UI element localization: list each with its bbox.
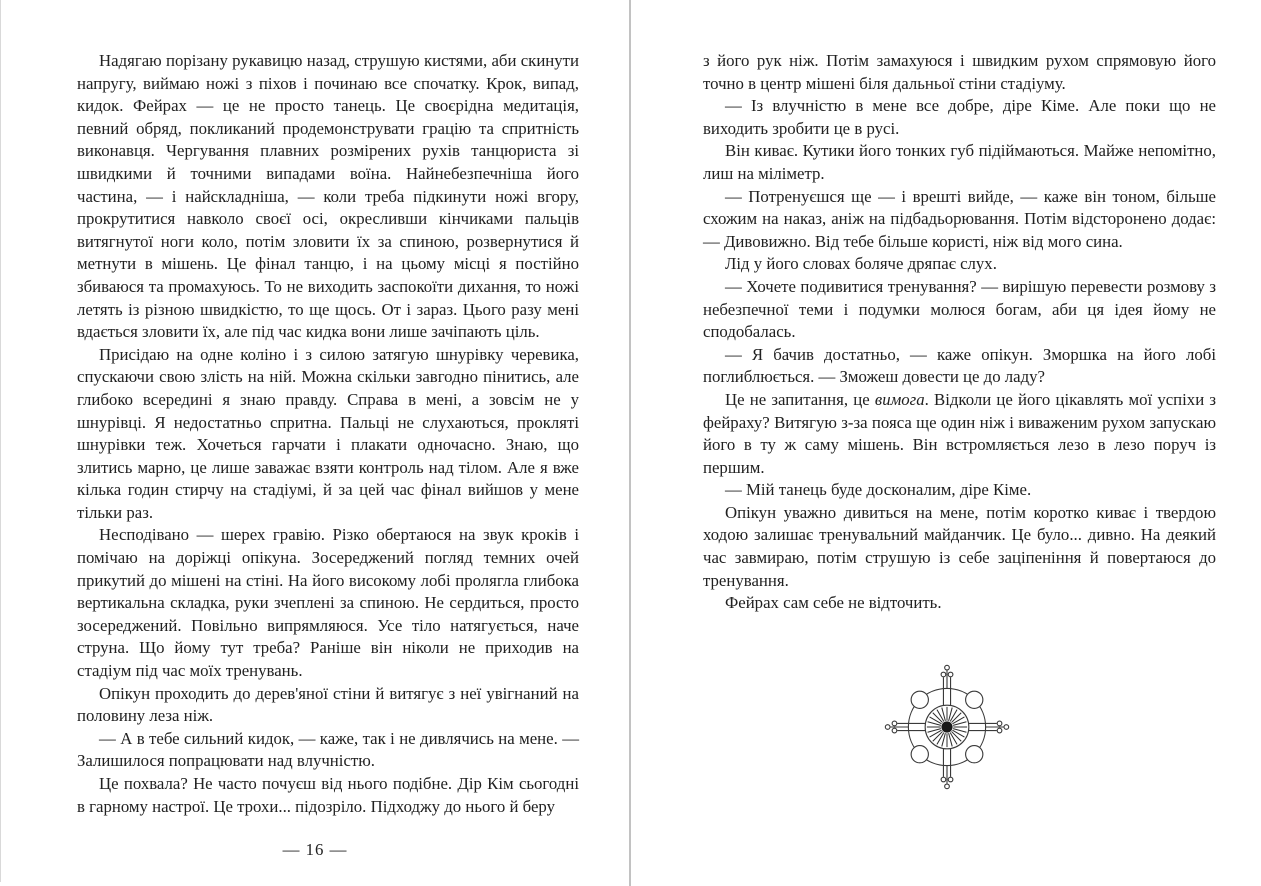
paragraph <box>77 728 579 773</box>
text-run: Опікун уважно дивиться на мене, потім коротко киває і твердою ходою залишає тренувальний майданчик. Це було... дивно. На деякий час завмираю, потім струшую із себе заціпеніння й повертаюся до тренування. <box>703 502 1216 590</box>
text-run: Він киває. Кутики його тонких губ підіймаються. Майже непомітно, лиш на міліметр. <box>703 141 1216 183</box>
paragraph <box>77 773 579 818</box>
page-number: — 16 — <box>282 840 348 859</box>
text-run: — Мій танець буде досконалим, діре Кіме. <box>725 480 1032 500</box>
chapter-end-ornament-icon <box>884 664 1010 790</box>
text-run: — А в тебе сильний кидок, — каже, так і не дивлячись на мене. — Залишилося попрацювати над влучністю. <box>77 728 579 771</box>
paragraph <box>703 502 1216 592</box>
paragraph <box>77 524 579 682</box>
text-run: Це не запитання, це <box>725 389 875 409</box>
text-run: — Із влучністю в мене все добре, діре Кіме. Але поки що не виходить зробити це в русі. <box>703 96 1216 138</box>
text-run: . Відколи це його цікавлять мої успіхи з фейраху? Витягую з-за пояса ще один ніж і виваженим рухом запускаю його в ту ж саму мішень. Він встромляється лезо в лезо поруч із першим. <box>703 389 1216 477</box>
right-page-text <box>703 50 1216 615</box>
paragraph <box>77 344 579 525</box>
paragraph <box>703 276 1216 344</box>
paragraph <box>703 95 1216 140</box>
text-run: Фейрах сам себе не відточить. <box>725 593 942 613</box>
emphasized-text: вимога <box>874 389 925 409</box>
screen-left-edge <box>0 0 1 882</box>
paragraph <box>77 683 579 728</box>
paragraph <box>703 389 1216 479</box>
text-run: Несподівано — шерех гравію. Різко обертаюся на звук кроків і помічаю на доріжці опікуна. Зосереджений погляд темних очей прикутий до мішені на стіні. На його високому лобі пролягла глибока вертикальна складка, руки зчеплені за спиною. Не сердиться, просто зосереджений. Повільно випрямляюся. Усе тіло натягується, наче струна. Що йому тут треба? Раніше він ніколи не приходив на стадіум під час моїх тренувань. <box>77 525 579 681</box>
text-run: з його рук ніж. Потім замахуюся і швидким рухом спрямовую його точно в центр мішені біля дальньої стіни стадіуму. <box>703 51 1216 93</box>
left-page-text <box>77 50 579 818</box>
text-run: — Потренуєшся ще — і врешті вийде, — каже він тоном, більше схожим на наказ, аніж на підбадьорювання. Потім відсторонено додає: — Дивовижно. Від тебе більше користі, ніж від мого сина. <box>703 186 1216 251</box>
text-run: Присідаю на одне коліно і з силою затягую шнурівку черевика, спускаючи свою злість на ній. Можна скільки завгодно пінитись, але глибоко всередині я знаю правду. Справа в мені, а зовсім не у шнурівці. Я недостатньо спритна. Пальці не слухаються, прокляті шнурівки теж. Хочеться гарчати і плакати одночасно. Знаю, що злитись марно, це лише заважає взяти контроль над тілом. Але я вже кілька годин стирчу на стадіумі, й за цей час фінал вийшов у мене тільки раз. <box>77 344 579 522</box>
text-run: — Хочете подивитися тренування? — вирішую перевести розмову з небезпечної теми і подумки молюся богам, аби ця ідея йому не сподобалась. <box>703 276 1216 342</box>
paragraph <box>703 186 1216 254</box>
paragraph <box>703 253 1216 276</box>
paragraph <box>703 344 1216 389</box>
page-divider <box>629 0 631 886</box>
text-run: Надягаю порізану рукавицю назад, струшую кистями, аби скинути напругу, виймаю ножі з піхов і починаю все спочатку. Крок, випад, кидок. Фейрах — це не просто танець. Це своєрідна медитація, певний обряд, покликаний продемонструвати грацію та спритність виконавця. Чергування плавних розмірених рухів танцюриста зі швидкими й точними випадами воїна. Найнебезпечніша його частина, — і найскладніша, — коли треба підкинути ножі вгору, прокрутитися навколо своєї осі, окресливши кінчиками пальців витягнутої ноги коло, потім зловити їх за спиною, розвернутися й метнути в мішень. Це фінал танцю, і на цьому місці я постійно збиваюся та промахуюсь. То не виходить заспокоїти дихання, то ножі летять із різною швидкістю, то ще щось. От і зараз. Цього разу мені вдається зловити їх, але під час кидка вони лише зачіпають ціль. <box>77 51 579 342</box>
paragraph <box>703 479 1216 502</box>
text-run: — Я бачив достатньо, — каже опікун. Зморшка на його лобі поглиблюється. — Зможеш довести це до ладу? <box>703 344 1216 387</box>
text-run: Опікун проходить до дерев'яної стіни й витягує з неї увігнаний на половину леза ніж. <box>77 683 579 726</box>
paragraph <box>703 140 1216 185</box>
paragraph <box>77 50 579 344</box>
paragraph <box>703 592 1216 615</box>
text-run: Лід у його словах боляче дряпає слух. <box>725 254 997 274</box>
text-run: Це похвала? Не часто почуєш від нього подібне. Дір Кім сьогодні в гарному настрої. Це трохи... підозріло. Підходжу до нього й беру <box>77 774 579 816</box>
paragraph <box>703 50 1216 95</box>
